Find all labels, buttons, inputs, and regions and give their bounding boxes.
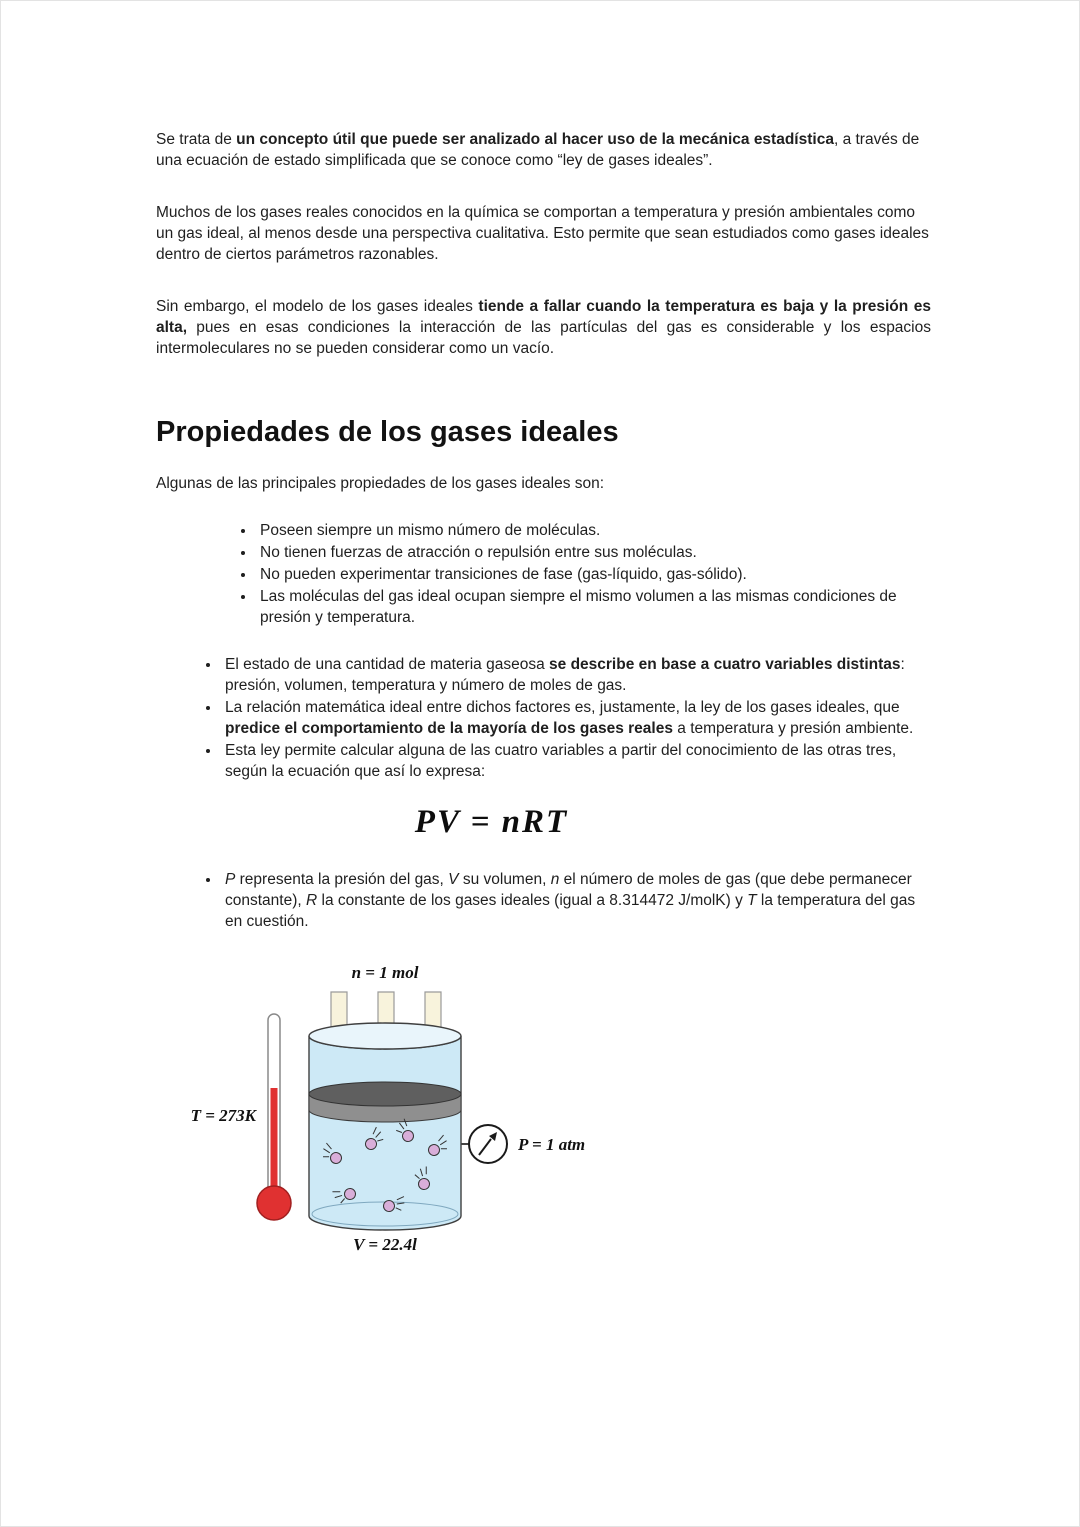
text-run: P bbox=[225, 871, 236, 888]
list-item: • No tienen fuerzas de atracción o repulsión entre sus moléculas. bbox=[256, 542, 931, 563]
text-run: un concepto útil que puede ser analizado al hacer uso de la mecánica estadística bbox=[236, 131, 834, 148]
ideal-gas-diagram-figure bbox=[158, 958, 931, 1264]
text-run: La relación matemática ideal entre dichos factores es, justamente, la ley de los gases ideales, que bbox=[225, 699, 900, 716]
cylinder-top-rim bbox=[309, 1023, 461, 1049]
text-run: a temperatura y presión ambiente. bbox=[672, 720, 914, 737]
ideal-gas-equation: PV = nRT bbox=[414, 804, 569, 840]
text-run: Sin embargo, el modelo de los gases ideales bbox=[156, 298, 479, 315]
thermometer-bulb bbox=[257, 1186, 291, 1220]
text-run: pues en esas condiciones la interacción de las partículas del gas es considerable y los espacios intermoleculares no se pueden considerar como un vacío. bbox=[156, 319, 931, 357]
text-run: El estado de una cantidad de materia gaseosa bbox=[225, 656, 550, 673]
text-run: : presión, volumen, temperatura y número de moles de gas. bbox=[225, 656, 905, 694]
piston-top bbox=[309, 1082, 461, 1106]
text-run: la temperatura del gas en cuestión. bbox=[225, 892, 916, 930]
text-run: su volumen, bbox=[458, 871, 551, 888]
text-run: representa la presión del gas, bbox=[235, 871, 449, 888]
list-item bbox=[221, 869, 931, 932]
list-item bbox=[221, 697, 931, 739]
text-run: Muchos de los gases reales conocidos en la química se comportan a temperatura y presión ambientales como un gas ideal, al menos desde una perspectiva cualitativa. Esto permite que sean estudiados como gases ideales dentro de ciertos parámetros razonables. bbox=[156, 204, 929, 263]
text-run: R bbox=[306, 892, 318, 909]
list-intro: Algunas de las principales propiedades de los gases ideales son: bbox=[156, 475, 605, 492]
text-run: la constante de los gases ideales (igual a 8.314472 J/molK) y bbox=[317, 892, 748, 909]
paragraph-model-limits bbox=[156, 296, 931, 359]
text-run: se describe en base a cuatro variables distintas bbox=[549, 656, 901, 673]
text-run: V bbox=[448, 871, 459, 888]
text-run: tiende a fallar cuando la temperatura es baja y la presión es alta, bbox=[156, 298, 931, 336]
volume-label: V = 22.4l bbox=[353, 1235, 417, 1254]
list-item: • Poseen siempre un mismo número de moléculas. bbox=[256, 520, 931, 541]
text-run: n bbox=[550, 871, 560, 888]
text-run: el número de moles de gas (que debe permanecer constante), bbox=[225, 871, 912, 909]
text-run: Esta ley permite calcular alguna de las cuatro variables a partir del conocimiento de las otras tres, según la ecuación que así lo expresa: bbox=[225, 742, 897, 780]
paragraph-real-gases bbox=[156, 202, 931, 265]
list-item bbox=[221, 740, 931, 782]
cylinder bbox=[309, 1023, 461, 1230]
pressure-label: P = 1 atm bbox=[518, 1135, 586, 1154]
variables-list bbox=[156, 654, 931, 782]
text-run: , a través de una ecuación de estado simplificada que se conoce como “ley de gases ideales”. bbox=[156, 131, 920, 169]
thermometer-column bbox=[271, 1088, 278, 1192]
moles-label: n = 1 mol bbox=[351, 963, 419, 982]
list-item bbox=[221, 654, 931, 696]
document-content bbox=[156, 129, 931, 1264]
equation-legend-list bbox=[156, 869, 931, 932]
section-heading: Propiedades de los gases ideales bbox=[156, 416, 619, 448]
list-item: • Las moléculas del gas ideal ocupan siempre el mismo volumen a las mismas condiciones de presión y temperatura. bbox=[256, 586, 931, 628]
text-run: T bbox=[747, 892, 757, 909]
properties-list bbox=[156, 520, 931, 628]
piston bbox=[309, 1082, 461, 1122]
text-run: Se trata de bbox=[156, 131, 237, 148]
thermometer bbox=[257, 1014, 291, 1220]
cylinder-body bbox=[309, 1036, 461, 1230]
gas-diagram-svg bbox=[158, 958, 628, 1258]
pressure-gauge bbox=[461, 1125, 507, 1163]
paragraph-concept bbox=[156, 129, 931, 171]
temperature-label: T = 273K bbox=[190, 1106, 256, 1125]
list-item: • No pueden experimentar transiciones de fase (gas-líquido, gas-sólido). bbox=[256, 564, 931, 585]
text-run: predice el comportamiento de la mayoría de los gases reales bbox=[225, 720, 673, 737]
